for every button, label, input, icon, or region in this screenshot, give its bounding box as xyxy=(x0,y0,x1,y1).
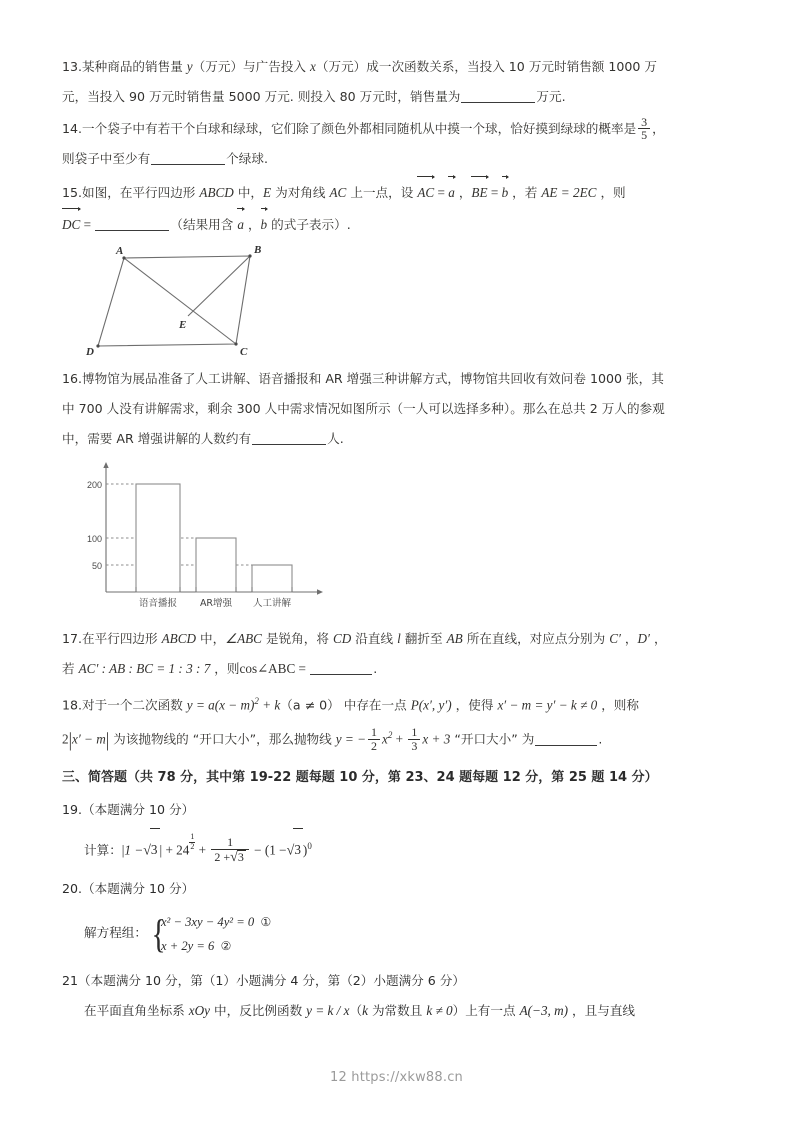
question-19-score: （本题满分 10 分） xyxy=(82,801,195,817)
question-21-text-d: ）上有一点 xyxy=(452,1003,520,1019)
abs-bar-right-icon: | xyxy=(105,728,110,751)
question-19-term1-root: 3 xyxy=(150,828,160,871)
abs-open-icon: | xyxy=(121,842,125,858)
question-15-text-g: 的式子表示）. xyxy=(267,217,351,232)
question-17-segment-cd: CD xyxy=(332,631,352,646)
vector-arrow-icon xyxy=(261,208,268,209)
question-18-condition-2: x′ − m = y′ − k ≠ 0 xyxy=(497,697,598,713)
question-17-text-a: 在平行四边形 xyxy=(82,631,162,646)
question-15-text-e: ，则 xyxy=(596,185,626,200)
question-18-function: y = a(x − m) xyxy=(186,697,255,713)
question-17-period: . xyxy=(373,661,378,676)
question-21-number: 21 xyxy=(62,973,79,989)
sqrt-icon: √ xyxy=(286,843,295,859)
question-20-prompt: 解方程组： xyxy=(84,925,147,941)
question-17-text-f: 所在直线，对应点分别为 xyxy=(462,631,610,646)
label-e: E xyxy=(179,319,187,331)
bar-yuyinbobao xyxy=(136,484,180,592)
question-15-sep-3: ， xyxy=(243,217,261,232)
question-14-answer-blank[interactable] xyxy=(151,150,225,165)
question-17-segment-ab: AB xyxy=(446,631,463,646)
question-14-number: 14. xyxy=(62,121,83,136)
vector-a-label: a xyxy=(448,185,455,200)
xtick-label-1: AR增强 xyxy=(199,598,233,609)
question-13-text-a: 某种商品的销售量 xyxy=(82,59,187,74)
question-18-answer-blank[interactable] xyxy=(535,731,597,746)
question-15-point-e: E xyxy=(263,185,272,200)
ytick-label-200: 200 xyxy=(86,480,102,490)
question-17-equals: = xyxy=(295,661,310,676)
label-c: C xyxy=(240,346,248,356)
question-19-term3-fraction xyxy=(211,836,248,865)
fraction-numerator: 1 xyxy=(211,836,248,850)
vector-be xyxy=(471,176,487,208)
question-19-term4-root: 3 xyxy=(293,828,303,871)
vertex-c-dot xyxy=(234,342,237,345)
fraction-denominator: 5 xyxy=(641,128,648,143)
question-21-text-c: 为常数且 xyxy=(367,1003,427,1019)
vector-be-label: BE xyxy=(471,185,488,200)
question-21-paren-open: （ xyxy=(349,1003,363,1019)
label-a: A xyxy=(116,245,124,257)
ytick-label-100: 100 xyxy=(86,534,102,544)
question-20-equation-1: x² − 3xy − 4y² = 0 xyxy=(160,915,255,930)
label-b: B xyxy=(254,244,262,256)
fraction-numerator: 1 xyxy=(408,726,420,740)
question-21-coordinate-system: xOy xyxy=(188,1003,210,1019)
vector-dc xyxy=(62,208,80,240)
fraction-denominator: 2 xyxy=(370,739,377,754)
sqrt-icon: √ xyxy=(143,843,151,859)
equation-system xyxy=(149,910,271,958)
bar-chart-figure xyxy=(74,460,360,620)
segment-be xyxy=(188,256,250,316)
vector-a xyxy=(448,176,455,208)
question-13 xyxy=(62,52,734,112)
exponent-numerator: 1 xyxy=(190,832,195,842)
question-20-equation-2: x + 2y = 6 xyxy=(160,939,215,954)
parallelogram-svg xyxy=(80,244,320,356)
question-15-abcd: ABCD xyxy=(199,185,234,200)
question-19-term4: (1 − xyxy=(264,842,287,858)
exponent-denominator: 2 xyxy=(190,841,195,851)
question-15-sep-1: ， xyxy=(454,185,472,200)
question-19-plus-2: + xyxy=(195,842,210,858)
diagonal-ac xyxy=(124,258,236,344)
question-16-number: 16. xyxy=(62,371,83,386)
question-18-number: 18. xyxy=(62,697,83,713)
question-21-text-e: ，且与直线 xyxy=(568,1003,636,1019)
denominator-root: 3 xyxy=(237,849,244,864)
label-d: D xyxy=(86,346,94,356)
question-20-number: 20. xyxy=(62,881,83,897)
question-18-function-rest: + k xyxy=(258,697,281,713)
vector-b-label: b xyxy=(501,185,509,200)
question-18 xyxy=(62,686,734,755)
question-13-answer-blank[interactable] xyxy=(461,88,535,103)
question-13-text-e: 万元. xyxy=(536,89,566,104)
question-16-answer-blank[interactable] xyxy=(252,430,326,445)
question-14 xyxy=(62,114,734,174)
question-17-answer-blank[interactable] xyxy=(310,660,372,675)
vector-b xyxy=(502,176,509,208)
parallelogram-outline xyxy=(98,256,250,346)
question-14-text-a: 一个袋子中有若干个白球和绿球，它们除了颜色外都相同随机从中摸一个球，恰好摸到绿球的概率是 xyxy=(82,121,637,136)
page-content xyxy=(62,52,734,1026)
xtick-label-0: 语音播报 xyxy=(138,598,178,609)
question-13-text-d: 元，当投入 90 万元时销售量 5000 万元. 则投入 80 万元时，销售量为 xyxy=(62,89,461,104)
equation-2-marker: ② xyxy=(220,939,232,954)
left-brace-icon: { xyxy=(151,911,166,957)
question-18-coefficient: 2 xyxy=(62,731,69,747)
parallelogram-figure xyxy=(80,244,320,356)
fraction-numerator: 3 xyxy=(638,116,650,130)
question-21-body xyxy=(62,996,734,1026)
question-21-function: y = k / x xyxy=(306,1003,350,1019)
question-19-term1: 1 − xyxy=(124,842,144,858)
bar-ar-zengqiang xyxy=(196,538,236,592)
question-19-header xyxy=(62,795,734,825)
question-14-text-b: 则袋子中至少有 xyxy=(62,151,151,166)
question-16-text-b: 中 700 人没有讲解需求，剩余 300 人中需求情况如图所示（一人可以选择多种）。那么在总共 2 万人的参观 xyxy=(62,401,665,416)
question-17-text-c: 是锐角，将 xyxy=(261,631,333,646)
question-15-number: 15. xyxy=(62,185,83,200)
question-13-var-x: x xyxy=(310,59,316,74)
question-15-text-d: 上一点，设 xyxy=(346,185,418,200)
question-13-text-b: （万元）与广告投入 xyxy=(192,59,311,74)
question-18-parabola-x: x + 3 xyxy=(422,731,451,747)
question-19-prompt: 计算： xyxy=(84,842,122,858)
question-14-probability-fraction xyxy=(638,116,650,143)
denominator-text: 2 + xyxy=(214,849,231,864)
question-15-text-b: 中， xyxy=(233,185,264,200)
question-17-text-i: ，则 xyxy=(210,661,240,676)
question-18-parabola-y: y = − xyxy=(335,731,366,747)
question-21-k-condition: k ≠ 0 xyxy=(426,1003,453,1019)
question-14-comma: ， xyxy=(652,121,665,136)
question-17-text-g: ， xyxy=(649,631,667,646)
question-21-header xyxy=(62,960,734,996)
question-19-term4-exponent: 0 xyxy=(307,840,312,851)
question-19-term2-base: 24 xyxy=(176,842,190,858)
question-18-text-b: 中存在一点 xyxy=(339,697,411,713)
question-21-k: k xyxy=(362,1003,368,1019)
question-17-ratio: AC′ : AB : BC = 1 : 3 : 7 xyxy=(78,661,211,676)
vector-dc-label: DC xyxy=(62,217,81,232)
question-19-number: 19. xyxy=(62,801,83,817)
question-20-score: （本题满分 10 分） xyxy=(82,881,195,897)
question-20-body xyxy=(62,904,734,958)
question-13-var-y: y xyxy=(186,59,193,74)
question-15-sep-2: ，若 xyxy=(508,185,542,200)
question-16-text-d: 人. xyxy=(327,431,344,446)
question-20-header xyxy=(62,874,734,904)
vector-arrow-icon xyxy=(502,176,509,177)
question-19-plus-1: + xyxy=(162,842,177,858)
question-18-parabola-x2: x xyxy=(381,731,388,747)
question-18-parabola-plus: + xyxy=(392,731,407,747)
question-17-text-h: 若 xyxy=(62,661,79,676)
ytick-label-50: 50 xyxy=(91,561,102,571)
y-axis-arrow-icon xyxy=(103,462,108,468)
question-15-text-c: 为对角线 xyxy=(271,185,330,200)
question-16-text-c: 中，需要 AR 增强讲解的人数约有 xyxy=(62,431,252,446)
vector-arrow-icon xyxy=(417,176,434,177)
page-footer: 12 https://xkw88.cn xyxy=(330,1070,463,1085)
equation-line-1 xyxy=(161,910,271,934)
question-15-equals-3: = xyxy=(80,217,95,232)
question-16 xyxy=(62,364,734,454)
question-18-text-c: ，使得 xyxy=(451,697,498,713)
vector-ac-label: AC xyxy=(417,185,435,200)
question-15-text-f: （结果用含 xyxy=(170,217,238,232)
question-18-condition: （a ≠ 0） xyxy=(280,697,340,713)
question-21-score: （本题满分 10 分，第（1）小题满分 4 分，第（2）小题满分 6 分） xyxy=(78,973,465,989)
question-18-text-d: ，则称 xyxy=(597,697,639,713)
abs-close-icon: | xyxy=(159,842,163,858)
fraction-denominator xyxy=(211,850,248,865)
question-17-cos-label: cos∠ABC xyxy=(239,661,296,676)
question-18-function-exponent: 2 xyxy=(254,696,259,706)
vertex-d-dot xyxy=(96,344,99,347)
question-15-ae-2ec: AE = 2EC xyxy=(541,185,597,200)
question-17-sep: ， xyxy=(620,631,638,646)
question-19-body xyxy=(62,825,734,872)
question-17 xyxy=(62,624,734,684)
question-15 xyxy=(62,176,734,240)
question-18-parabola-exponent: 2 xyxy=(387,730,393,741)
question-18-fraction-half xyxy=(368,726,380,753)
question-21-point-a: A(−3, m) xyxy=(519,1003,569,1019)
abs-bar-left-icon: | xyxy=(68,728,72,751)
question-17-d-prime: D′ xyxy=(637,631,650,646)
bar-chart-svg xyxy=(74,460,360,620)
question-17-abcd: ABCD xyxy=(161,631,197,646)
sqrt-icon: √ xyxy=(230,849,238,865)
vector-arrow-icon xyxy=(62,208,80,209)
question-13-number: 13. xyxy=(62,59,83,74)
vector-b-label-2: b xyxy=(260,217,268,232)
question-18-period: . xyxy=(598,731,603,747)
question-17-line-l: l xyxy=(397,631,401,646)
x-axis-arrow-icon xyxy=(317,589,323,594)
question-17-text-e: 翻折至 xyxy=(400,631,447,646)
question-18-point-p: P(x′, y′) xyxy=(410,697,452,713)
question-17-text-b: 中， xyxy=(196,631,226,646)
equation-1-marker: ① xyxy=(260,915,272,930)
question-17-c-prime: C′ xyxy=(609,631,621,646)
question-18-abs-expression: x′ − m xyxy=(72,731,106,747)
equation-line-2 xyxy=(161,934,271,958)
xtick-label-2: 人工讲解 xyxy=(252,598,292,609)
fraction-numerator: 1 xyxy=(368,726,380,740)
question-13-text-c: （万元）成一次函数关系，当投入 10 万元时销售额 1000 万 xyxy=(315,59,658,74)
vertex-b-dot xyxy=(248,254,251,257)
vector-a-2 xyxy=(237,208,244,240)
vector-a-label-2: a xyxy=(237,217,244,232)
question-18-text-f: “开口大小” 为 xyxy=(450,731,535,747)
question-15-equals-2: = xyxy=(487,185,502,200)
question-15-answer-blank[interactable] xyxy=(95,216,169,231)
vector-b-2 xyxy=(261,208,268,240)
question-14-text-c: 个绿球. xyxy=(226,151,268,166)
section-3-heading: 三、简答题（共 78 分，其中第 19-22 题每题 10 分，第 23、24 题每题 12 分，第 25 题 14 分） xyxy=(62,769,658,785)
question-21-text-a: 在平面直角坐标系 xyxy=(84,1003,189,1019)
question-17-number: 17. xyxy=(62,631,83,646)
question-17-angle-abc: ∠ABC xyxy=(225,631,262,646)
question-21-text-b: 中，反比例函数 xyxy=(210,1003,307,1019)
question-19-minus: − xyxy=(250,842,265,858)
question-17-text-d: 沿直线 xyxy=(351,631,398,646)
question-18-text-e: 为该抛物线的 “开口大小”，那么抛物线 xyxy=(109,731,336,747)
vector-arrow-icon xyxy=(448,176,455,177)
vector-ac xyxy=(417,176,434,208)
vector-arrow-icon xyxy=(237,208,244,209)
bar-rengong-jiangjie xyxy=(252,565,292,592)
fraction-denominator: 3 xyxy=(411,739,418,754)
question-18-text-a: 对于一个二次函数 xyxy=(82,697,187,713)
question-15-text-a: 如图，在平行四边形 xyxy=(82,185,200,200)
question-15-equals-1: = xyxy=(434,185,449,200)
question-18-fraction-third xyxy=(408,726,420,753)
question-15-segment-ac: AC xyxy=(329,185,347,200)
question-19-term4-close: ) xyxy=(302,842,308,858)
question-16-text-a: 博物馆为展品准备了人工讲解、语音播报和 AR 增强三种讲解方式，博物馆共回收有效问卷 1000 张，其 xyxy=(82,371,664,386)
vector-arrow-icon xyxy=(471,176,487,177)
